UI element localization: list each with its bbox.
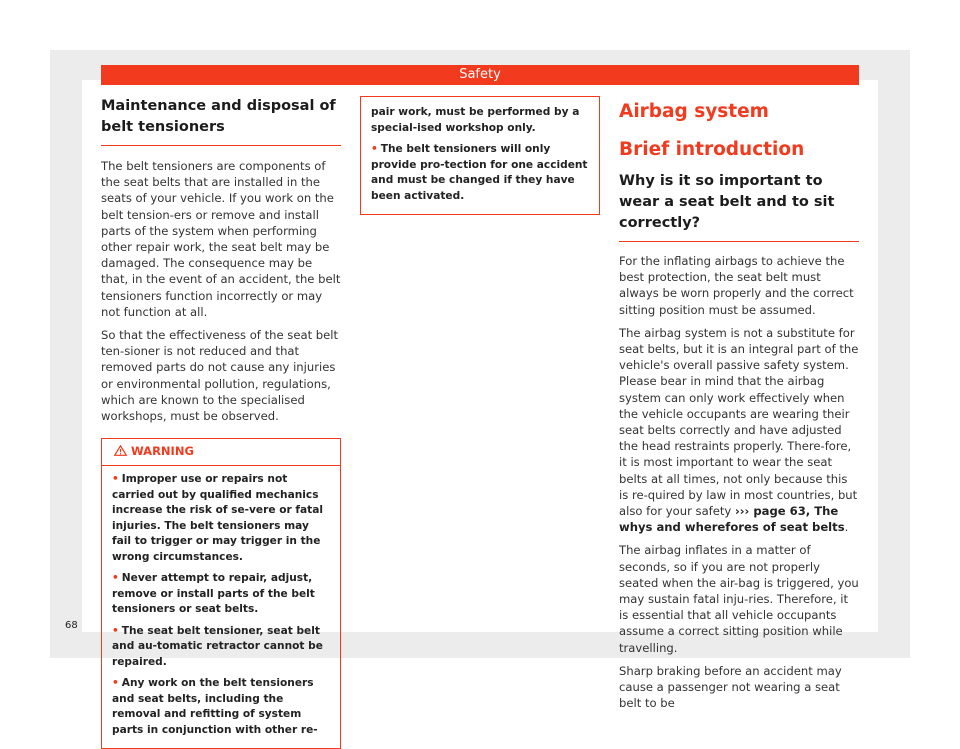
paragraph: So that the effectiveness of the seat belt ten-sioner is not reduced and that removed parts do not cause any injuries or environmental pollution, regulations, which are known to the specialised workshops, must be observed. [101,328,339,424]
warning-item: • Any work on the belt tensioners and seat belts, including the removal and refitting of system parts in conjunction with other re- [112,677,318,736]
warning-box-continued [360,96,600,215]
warning-item: • Never attempt to repair, adjust, remove or install parts of the belt tensioners or seat belts. [112,572,315,616]
paragraph: The belt tensioners are components of the seat belts that are installed in the seats of your vehicle. If you work on the belt tension-ers or remove and install parts of the system when performing other repair work, the seat belt may be damaged. The consequence may be that, in the event of an accident, the belt tensioners function incorrectly or may not function at all. [101,159,341,319]
right-column [619,100,859,718]
paragraph: For the inflating airbags to achieve the best protection, the seat belt must always be worn properly and the correct sitting position must be assumed. [619,254,854,317]
warning-box [101,438,341,749]
page-reference-link[interactable]: ››› page 63, The whys and wherefores of seat belts [619,504,845,535]
chapter-title: Airbag system [619,101,769,122]
paragraph: The airbag inflates in a matter of seconds, so if you are not properly seated when the air-bag is triggered, you may sustain fatal inju-ries. Therefore, it is essential that all vehicle occupants assume a correct sitting position while travelling. [619,543,859,655]
section-heading: Why is it so important to wear a seat belt and to sit correctly? [619,171,859,242]
warning-icon [114,445,127,456]
warning-header [102,439,340,466]
paragraph: The airbag system is not a substitute for seat belts, but it is an integral part of the vehicle's overall passive safety system. Please bear in mind that the airbag system can only work effectively when the vehicle occupants are wearing their seat belts correctly and have adjusted the head restraints properly. There-fore, it is most important to wear the seat belts at all times, not only because this is re-quired by law in most countries, but also for your safety ››› page 63, The whys and wherefores of seat belts. [619,325,859,535]
warning-item: • The seat belt tensioner, seat belt and au-tomatic retractor cannot be repaired. [112,624,323,668]
chapter-subtitle: Brief introduction [619,139,805,160]
middle-column [360,96,600,215]
section-heading: Maintenance and disposal of belt tensioners [101,96,341,146]
warning-item: • Improper use or repairs not carried out by qualified mechanics increase the risk of se-vere or fatal injuries. The belt tensioners may fail to trigger or may trigger in the wrong circumstances. [112,473,324,563]
warning-title: WARNING [131,444,194,459]
section-header: Safety [101,65,859,85]
page-number: 68 [65,620,78,631]
warning-continued-text: pair work, must be performed by a special-ised workshop only. [371,106,580,134]
left-column [101,96,341,749]
warning-item: • The belt tensioners will only provide pro-tection for one accident and must be changed if they have been activated. [371,143,588,202]
paragraph: Sharp braking before an accident may cause a passenger not wearing a seat belt to be [619,663,842,711]
